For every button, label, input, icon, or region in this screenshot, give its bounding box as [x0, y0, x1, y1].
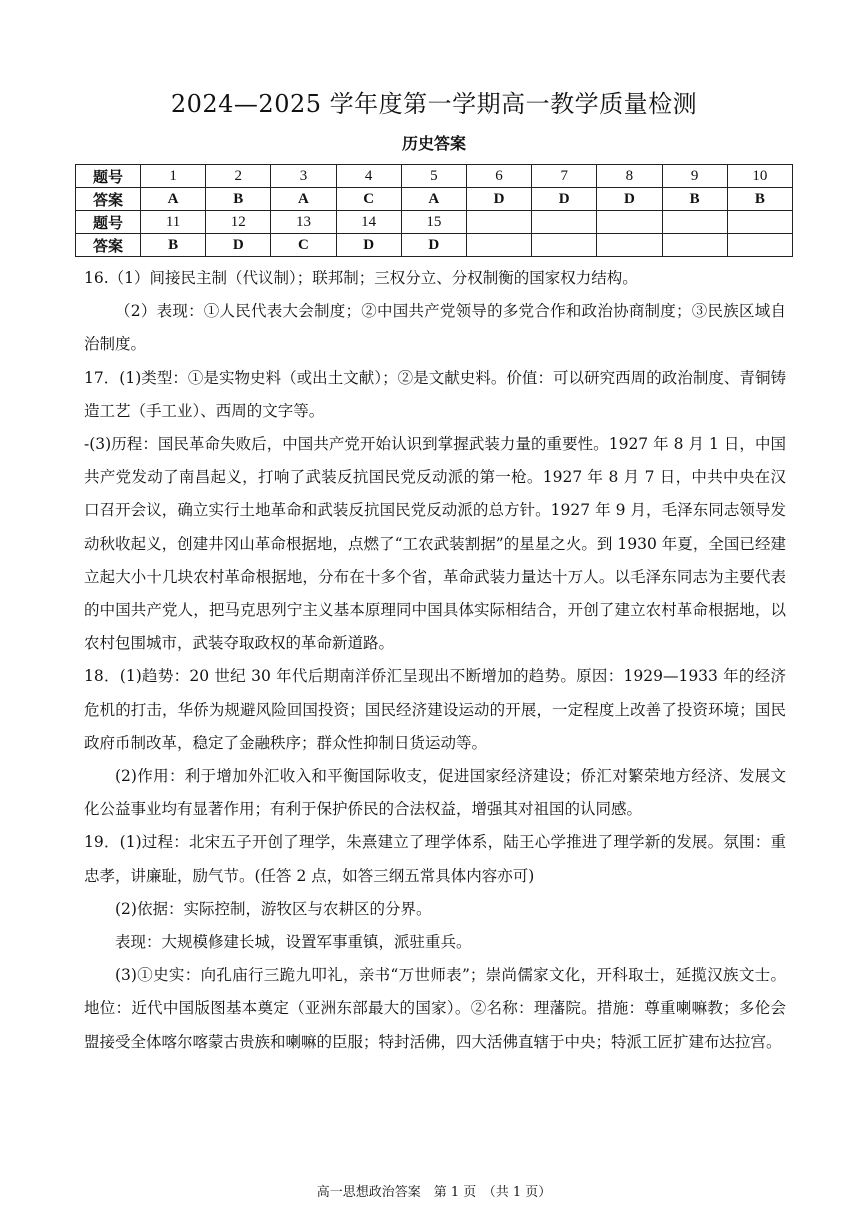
answer-cell — [466, 234, 531, 257]
question-number-cell: 3 — [271, 165, 336, 188]
question-number-cell: 2 — [206, 165, 271, 188]
answer-q18-part2: (2)作用：利于增加外汇收入和平衡国际收支，促进国家经济建设；侨汇对繁荣地方经济、发展文化公益事业均有显著作用；有利于保护侨民的合法权益，增强其对祖国的认同感。 — [84, 767, 786, 819]
question-number-cell — [662, 211, 727, 234]
answer-cell: A — [271, 188, 336, 211]
question-number-cell: 14 — [336, 211, 401, 234]
row-label-answer: 答案 — [76, 188, 141, 211]
answer-q19-part2-basis: (2)依据：实际控制，游牧区与农耕区的分界。 — [115, 899, 432, 918]
question-number-cell: 8 — [597, 165, 662, 188]
answer-table — [75, 164, 793, 257]
answer-q19-part2-expression: 表现：大规模修建长城，设置军事重镇，派驻重兵。 — [115, 933, 472, 952]
question-number-cell: 12 — [206, 211, 271, 234]
answer-row — [76, 234, 793, 257]
answer-cell: B — [662, 188, 727, 211]
row-label-number: 题号 — [76, 211, 141, 234]
question-number-cell — [532, 211, 597, 234]
question-number-cell: 7 — [532, 165, 597, 188]
answer-cell — [662, 234, 727, 257]
question-number-cell: 10 — [727, 165, 792, 188]
question-number-cell: 15 — [401, 211, 466, 234]
answer-cell: C — [336, 188, 401, 211]
answer-cell: D — [401, 234, 466, 257]
question-number-row — [76, 165, 793, 188]
question-number-cell — [597, 211, 662, 234]
question-number-cell: 5 — [401, 165, 466, 188]
question-number-cell — [466, 211, 531, 234]
answer-q17-part1: 17．(1)类型：①是实物史料（或出土文献）；②是文献史料。价值：可以研究西周的政治制度、青铜铸造工艺（手工业）、西周的文字等。 — [84, 368, 786, 420]
answer-cell: B — [206, 188, 271, 211]
answer-cell: D — [597, 188, 662, 211]
answer-cell: B — [727, 188, 792, 211]
answer-cell — [727, 234, 792, 257]
answer-cell: A — [401, 188, 466, 211]
question-number-cell: 6 — [466, 165, 531, 188]
question-number-cell: 1 — [141, 165, 206, 188]
answer-row — [76, 188, 793, 211]
row-label-answer: 答案 — [76, 234, 141, 257]
answer-q17-part3: -(3)历程：国民革命失败后，中国共产党开始认识到掌握武装力量的重要性。1927 年 8 月 1 日，中国共产党发动了南昌起义，打响了武装反抗国民党反动派的第一枪。1927 年 8 月 7 日，中共中央在汉口召开会议，确立实行土地革命和武装反抗国民党反动派的总方针。1927 年 9 月，毛泽东同志领导发动秋收起义，创建井冈山革命根据地，点燃了“工农武装割据”的星星之火。到 1930 年夏，全国已经建立起大小十几块农村革命根据地，分布在十多个省，革命武装力量达十万人。以毛泽东同志为主要代表的中国共产党人，把马克思列宁主义基本原理同中国具体实际相结合，开创了建立农村革命根据地，以农村包围城市，武装夺取政权的革命新道路。 — [84, 435, 786, 653]
answer-cell: D — [336, 234, 401, 257]
answer-q19-part3: (3)①史实：向孔庙行三跪九叩礼，亲书“万世师表”；崇尚儒家文化，开科取士，延揽汉族文士。地位：近代中国版图基本奠定（亚洲东部最大的国家）。②名称：理藩院。措施：尊重喇嘛教；多伦会盟接受全体喀尔喀蒙古贵族和喇嘛的臣服；特封活佛，四大活佛直辖于中央；特派工匠扩建布达拉宫。 — [84, 966, 786, 1051]
answer-cell: D — [466, 188, 531, 211]
answer-q16-part1: 16.（1）间接民主制（代议制）；联邦制；三权分立、分权制衡的国家权力结构。 — [84, 269, 638, 287]
question-number-cell: 11 — [141, 211, 206, 234]
page-title: 2024—2025 学年度第一学期高一教学质量检测 — [170, 90, 698, 118]
answer-cell: B — [141, 234, 206, 257]
answer-cell: D — [206, 234, 271, 257]
answer-cell: C — [271, 234, 336, 257]
answer-cell: D — [532, 188, 597, 211]
answer-cell: A — [141, 188, 206, 211]
answer-body — [84, 262, 786, 1059]
row-label-number: 题号 — [76, 165, 141, 188]
question-number-cell: 4 — [336, 165, 401, 188]
answer-q18-part1: 18．(1)趋势：20 世纪 30 年代后期南洋侨汇呈现出不断增加的趋势。原因：1929—1933 年的经济危机的打击，华侨为规避风险回国投资；国民经济建设运动的开展，一定程度上改善了投资环境；国民政府币制改革，稳定了金融秩序；群众性抑制日货运动等。 — [84, 667, 786, 752]
question-number-cell: 13 — [271, 211, 336, 234]
answer-q19-part1: 19．(1)过程：北宋五子开创了理学，朱熹建立了理学体系，陆王心学推进了理学新的发展。氛围：重忠孝，讲廉耻，励气节。(任答 2 点，如答三纲五常具体内容亦可) — [84, 833, 786, 885]
page-footer: 高一思想政治答案 第 1 页 （共 1 页） — [316, 1185, 552, 1200]
page-subtitle: 历史答案 — [401, 134, 466, 153]
question-number-cell — [727, 211, 792, 234]
question-number-cell: 9 — [662, 165, 727, 188]
answer-cell — [532, 234, 597, 257]
answer-cell — [597, 234, 662, 257]
question-number-row — [76, 211, 793, 234]
answer-q16-part2: （2）表现：①人民代表大会制度；②中国共产党领导的多党合作和政治协商制度；③民族区域自治制度。 — [84, 302, 786, 354]
